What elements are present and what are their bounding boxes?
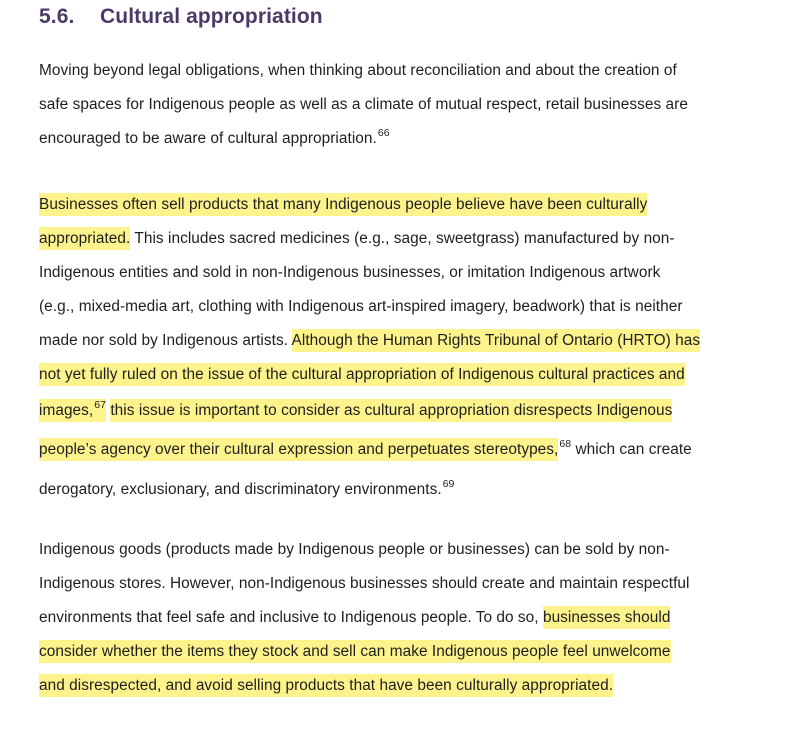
footnote-ref-67[interactable]: 67	[94, 399, 107, 411]
footnote-ref-66[interactable]: 66	[377, 127, 390, 139]
text-line	[39, 188, 779, 222]
paragraph-intro	[39, 54, 779, 156]
text-segment: which can create	[571, 441, 692, 458]
highlighted-text: consider whether the items they stock and sell can make Indigenous people feel unwelcome	[39, 640, 671, 663]
text-segment: environments that feel safe and inclusive to Indigenous people. To do so,	[39, 609, 543, 626]
section-heading	[39, 5, 323, 29]
section-number: 5.6.	[39, 5, 75, 28]
text-line	[39, 669, 779, 703]
highlighted-text: and disrespected, and avoid selling products that have been culturally appropriated.	[39, 674, 613, 697]
footnote-ref-69[interactable]: 69	[442, 478, 455, 490]
text-line	[39, 122, 779, 156]
text-line	[39, 290, 779, 324]
text-segment: Indigenous stores. However, non-Indigenous businesses should create and maintain respectful	[39, 575, 690, 592]
text-segment: derogatory, exclusionary, and discriminatory environments.	[39, 481, 442, 498]
text-line	[39, 533, 779, 567]
text-segment: encouraged to be aware of cultural appropriation.	[39, 130, 377, 147]
highlighted-text	[39, 399, 106, 422]
text-line	[39, 358, 779, 392]
highlighted-text: Businesses often sell products that many Indigenous people believe have been culturally	[39, 193, 647, 216]
text-line	[39, 567, 779, 601]
highlighted-text: not yet fully ruled on the issue of the cultural appropriation of Indigenous cultural practices and	[39, 363, 685, 386]
paragraph-indigenous-goods	[39, 533, 779, 703]
highlighted-text: appropriated.	[39, 227, 130, 250]
text-line	[39, 324, 779, 358]
text-segment: (e.g., mixed-media art, clothing with Indigenous art-inspired imagery, beadwork) that is neither	[39, 298, 683, 315]
highlighted-text: this issue is important to consider as cultural appropriation disrespects Indigenous	[110, 399, 672, 422]
text-segment: Moving beyond legal obligations, when thinking about reconciliation and about the creation of	[39, 62, 677, 79]
text-line	[39, 430, 779, 470]
text-line	[39, 635, 779, 669]
text-line	[39, 601, 779, 635]
text-segment: Indigenous entities and sold in non-Indigenous businesses, or imitation Indigenous artwork	[39, 264, 661, 281]
text-line	[39, 256, 779, 290]
text-line	[39, 222, 779, 256]
highlighted-text: businesses should	[543, 606, 670, 629]
text-line	[39, 54, 779, 88]
section-title: Cultural appropriation	[100, 5, 323, 28]
text-segment: safe spaces for Indigenous people as well as a climate of mutual respect, retail businesses are	[39, 96, 688, 113]
text-line	[39, 470, 779, 510]
highlighted-text: Although the Human Rights Tribunal of Ontario (HRTO) has	[292, 329, 701, 352]
footnote-ref-68[interactable]: 68	[559, 438, 572, 450]
highlighted-text: people’s agency over their cultural expression and perpetuates stereotypes,	[39, 438, 558, 461]
text-line	[39, 88, 779, 122]
text-segment: images,	[39, 402, 94, 419]
text-segment: This includes sacred medicines (e.g., sage, sweetgrass) manufactured by non-	[130, 230, 675, 247]
text-line	[39, 392, 779, 430]
paragraph-products	[39, 188, 779, 510]
text-segment: made nor sold by Indigenous artists.	[39, 332, 292, 349]
text-segment: Indigenous goods (products made by Indigenous people or businesses) can be sold by non-	[39, 541, 670, 558]
